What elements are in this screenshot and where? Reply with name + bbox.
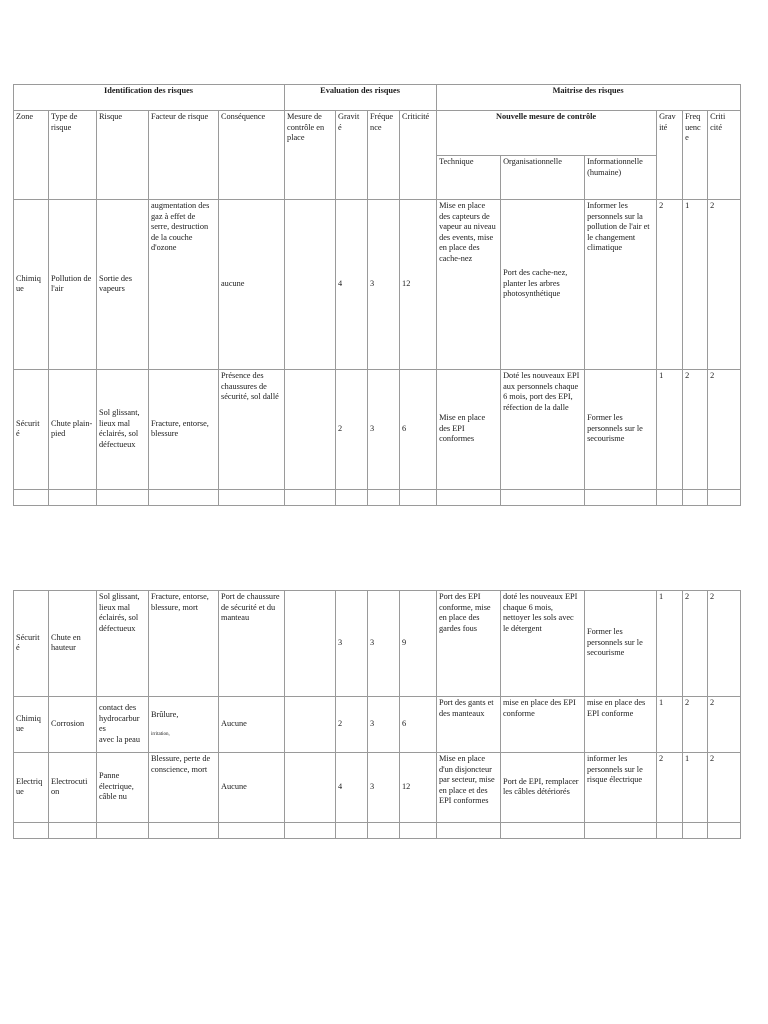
cell-criticite-2: 2 [708, 753, 741, 823]
cell-criticite-2: 2 [708, 697, 741, 753]
cell-consequence: Aucune [219, 697, 285, 753]
cell-frequence-2: 2 [683, 370, 708, 490]
cell-risque: Panne électrique, câble nu [97, 753, 149, 823]
cell-zone: Chimiq ue [14, 200, 49, 370]
cell-gravite-2: 1 [657, 370, 683, 490]
cell-gravite: 3 [336, 591, 368, 697]
cell-technique: Port des gants et des manteaux [437, 697, 501, 753]
cell-type: Pollution de l'air [49, 200, 97, 370]
cell-organisationnelle: Port de EPI, remplacer les câbles détériorés [501, 753, 585, 823]
table-row [14, 697, 741, 753]
cell-gravite: 4 [336, 200, 368, 370]
cell-consequence: aucune [219, 200, 285, 370]
cell-frequence-2: 2 [683, 591, 708, 697]
col-technique: Technique [437, 156, 501, 200]
col-consequence: Conséquence [219, 111, 285, 200]
cell-frequence: 3 [368, 697, 400, 753]
header-evaluation: Evaluation des risques [285, 85, 437, 111]
cell-type: Chute plain-pied [49, 370, 97, 490]
cell-organisationnelle: Port des cache-nez, planter les arbres photosynthétique [501, 200, 585, 370]
cell-facteur [149, 697, 219, 753]
col-gravite: Gravit é [336, 111, 368, 200]
col-nouvelle-mesure: Nouvelle mesure de contrôle [437, 111, 657, 156]
cell-gravite: 2 [336, 697, 368, 753]
cell-informationnelle: Former les personnels sur le secourisme [585, 370, 657, 490]
cell-risque [97, 697, 149, 753]
cell-criticite: 12 [400, 200, 437, 370]
cell-type: Electrocuti on [49, 753, 97, 823]
cell-zone: Chimiq ue [14, 697, 49, 753]
cell-gravite: 2 [336, 370, 368, 490]
table-row [14, 591, 741, 697]
cell-facteur: Blessure, perte de conscience, mort [149, 753, 219, 823]
cell-facteur: Fracture, entorse, blessure, mort [149, 591, 219, 697]
cell-organisationnelle: mise en place des EPI conforme [501, 697, 585, 753]
cell-frequence-2: 1 [683, 200, 708, 370]
risque-line: avec la peau [99, 734, 140, 744]
cell-criticite: 6 [400, 370, 437, 490]
cell-frequence: 3 [368, 200, 400, 370]
cell-mesure [285, 200, 336, 370]
spacer-row [14, 823, 741, 839]
cell-frequence-2: 1 [683, 753, 708, 823]
cell-organisationnelle: Doté les nouveaux EPI aux personnels chaque 6 mois, port des EPI, réfection de la dalle [501, 370, 585, 490]
cell-gravite: 4 [336, 753, 368, 823]
cell-technique: Mise en place des capteurs de vapeur au niveau des events, mise en place des cache-nez [437, 200, 501, 370]
col-gravite-2: Grav ité [657, 111, 683, 200]
cell-type: Corrosion [49, 697, 97, 753]
risque-line: contact des hydrocarbur es [99, 703, 140, 733]
risk-table-bottom [13, 590, 741, 839]
cell-mesure [285, 370, 336, 490]
cell-technique: Mise en place des EPI conformes [437, 370, 501, 490]
col-mesure: Mesure de contrôle en place [285, 111, 336, 200]
cell-criticite-2: 2 [708, 591, 741, 697]
cell-frequence: 3 [368, 370, 400, 490]
col-frequence: Fréque nce [368, 111, 400, 200]
col-informationnelle: Informationnelle (humaine) [585, 156, 657, 200]
cell-gravite-2: 1 [657, 697, 683, 753]
facteur-text: Brûlure, [151, 709, 179, 719]
table-row [14, 370, 741, 490]
cell-consequence: Port de chaussure de sécurité et du manteau [219, 591, 285, 697]
cell-frequence: 3 [368, 591, 400, 697]
header-maitrise: Maitrise des risques [437, 85, 741, 111]
cell-zone: Sécurit é [14, 591, 49, 697]
table-row [14, 200, 741, 370]
cell-informationnelle: mise en place des EPI conforme [585, 697, 657, 753]
cell-frequence-2: 2 [683, 697, 708, 753]
cell-informationnelle: Informer les personnels sur la pollution de l'air et le changement climatique [585, 200, 657, 370]
cell-consequence: Aucune [219, 753, 285, 823]
cell-technique: Mise en place d'un disjoncteur par secteur, mise en place et des EPI conformes [437, 753, 501, 823]
cell-facteur: Fracture, entorse, blessure [149, 370, 219, 490]
col-frequence-2: Freq uenc e [683, 111, 708, 200]
table-row [14, 753, 741, 823]
cell-technique: Port des EPI conforme, mise en place des gardes fous [437, 591, 501, 697]
col-organisationnelle: Organisationnelle [501, 156, 585, 200]
column-header-row [14, 111, 741, 156]
cell-mesure [285, 697, 336, 753]
cell-type: Chute en hauteur [49, 591, 97, 697]
cell-mesure [285, 753, 336, 823]
col-criticite: Criticité [400, 111, 437, 200]
cell-informationnelle: informer les personnels sur le risque électrique [585, 753, 657, 823]
cell-zone: Electriq ue [14, 753, 49, 823]
section-header-row [14, 85, 741, 111]
col-zone: Zone [14, 111, 49, 200]
cell-gravite-2: 2 [657, 200, 683, 370]
cell-gravite-2: 2 [657, 753, 683, 823]
col-criticite-2: Criti cité [708, 111, 741, 200]
cell-risque: Sol glissant, lieux mal éclairés, sol défectueux [97, 370, 149, 490]
cell-criticite: 12 [400, 753, 437, 823]
col-type-risque: Type de risque [49, 111, 97, 200]
cell-informationnelle: Former les personnels sur le secourisme [585, 591, 657, 697]
cell-consequence: Présence des chaussures de sécurité, sol dallé [219, 370, 285, 490]
risk-table-top [13, 84, 741, 506]
cell-criticite: 6 [400, 697, 437, 753]
cell-mesure [285, 591, 336, 697]
cell-zone: Sécurit é [14, 370, 49, 490]
cell-risque: Sol glissant, lieux mal éclairés, sol défectueux [97, 591, 149, 697]
cell-criticite: 9 [400, 591, 437, 697]
cell-facteur: augmentation des gaz à effet de serre, destruction de la couche d'ozone [149, 200, 219, 370]
header-identification: Identification des risques [14, 85, 285, 111]
cell-organisationnelle: doté les nouveaux EPI chaque 6 mois, nettoyer les sols avec le détergent [501, 591, 585, 697]
cell-criticite-2: 2 [708, 200, 741, 370]
facteur-small-text: irritation, [151, 732, 170, 738]
col-facteur: Facteur de risque [149, 111, 219, 200]
spacer-row [14, 490, 741, 506]
cell-frequence: 3 [368, 753, 400, 823]
cell-gravite-2: 1 [657, 591, 683, 697]
cell-criticite-2: 2 [708, 370, 741, 490]
col-risque: Risque [97, 111, 149, 200]
cell-risque: Sortie des vapeurs [97, 200, 149, 370]
